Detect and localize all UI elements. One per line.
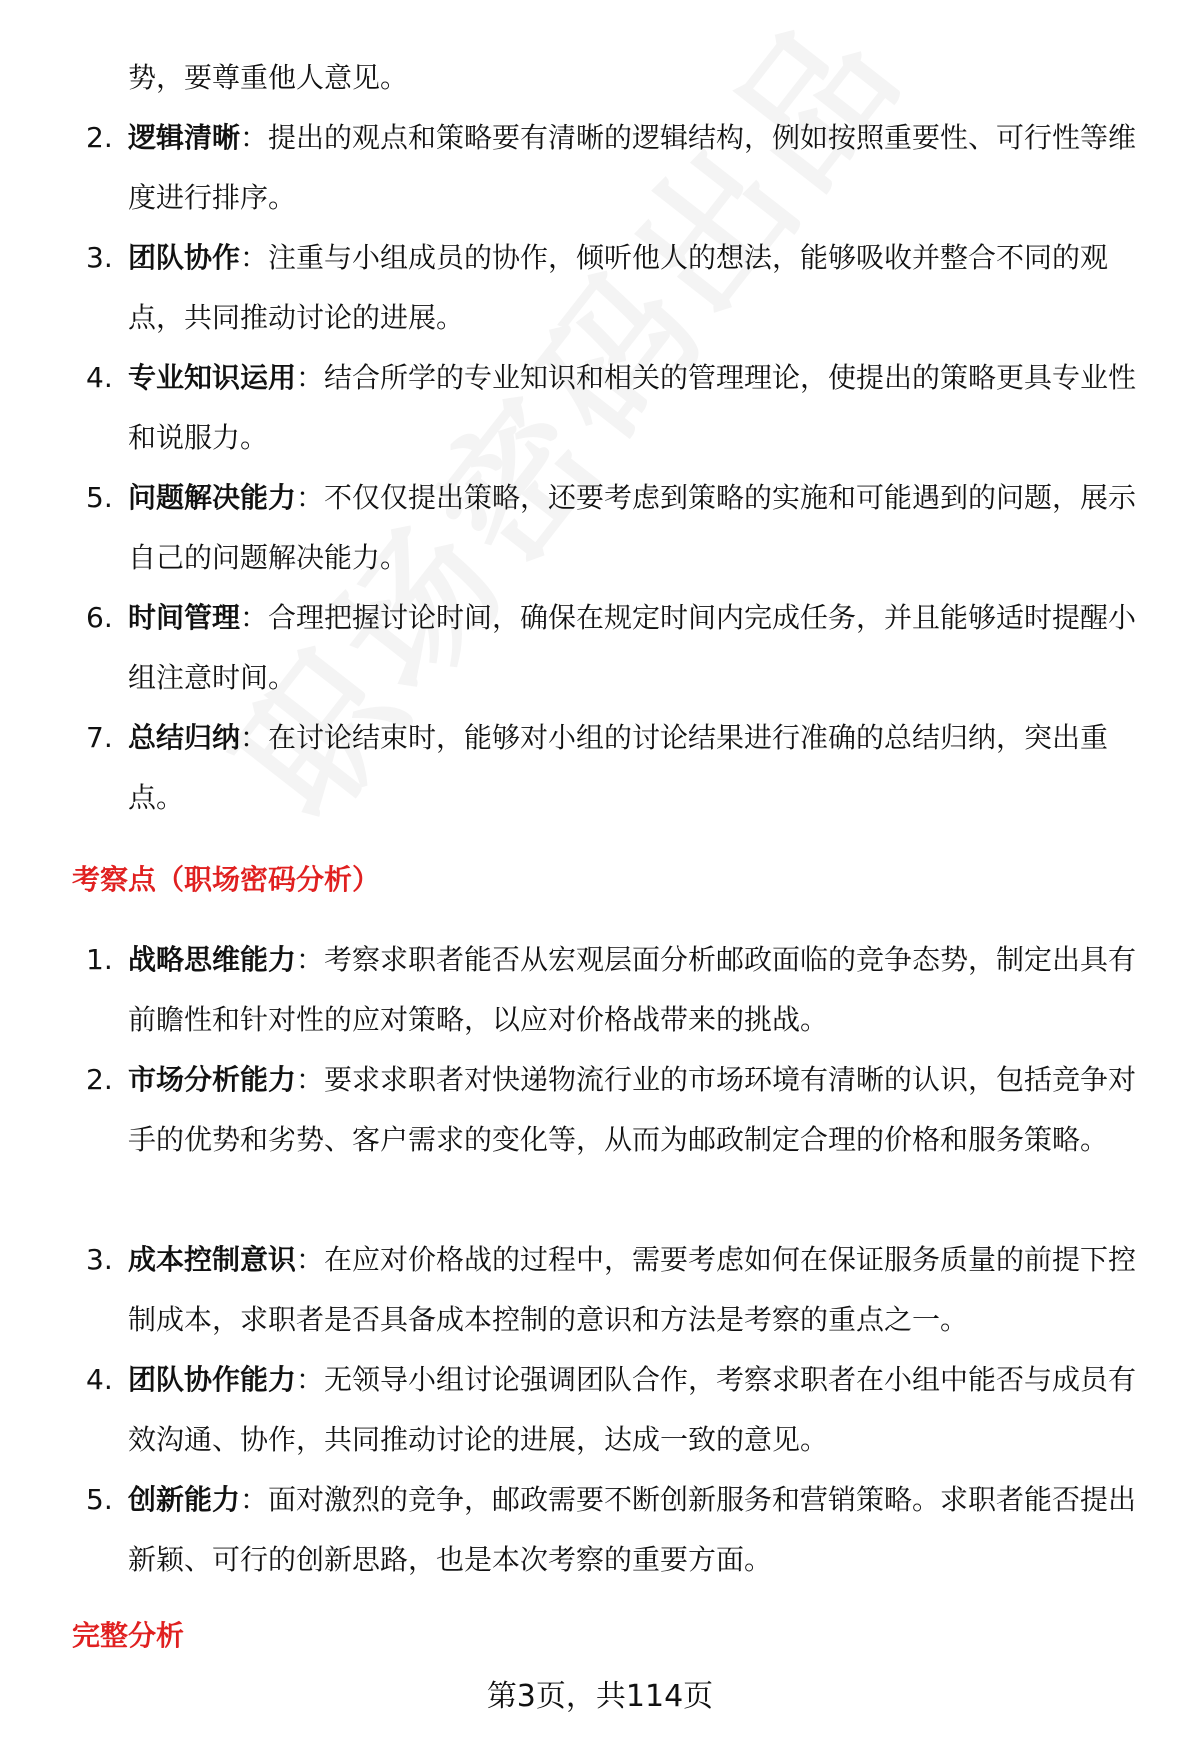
list-item [86, 1050, 1143, 1170]
list-item [86, 108, 1143, 228]
list-item [86, 348, 1143, 468]
list-item [86, 930, 1143, 1050]
list-item [86, 228, 1143, 348]
intro-continuation-text: 势，要尊重他人意见。 [128, 61, 409, 94]
list-item-term: 成本控制意识 [128, 1243, 297, 1276]
list-item-text: ：合理把握讨论时间，确保在规定时间内完成任务，并且能够适时提醒小组注意时间。 [128, 601, 1137, 694]
list-item-number: 7. [86, 721, 113, 754]
list-item [86, 1350, 1143, 1470]
list-item-term: 团队协作 [128, 241, 241, 274]
list-item-text: ：要求求职者对快递物流行业的市场环境有清晰的认识，包括竞争对手的优势和劣势、客户需求的变化等，从而为邮政制定合理的价格和服务策略。 [128, 1063, 1137, 1156]
list-item-text: ：在讨论结束时，能够对小组的讨论结果进行准确的总结归纳，突出重点。 [128, 721, 1109, 814]
list-item-number: 2. [86, 121, 113, 154]
list-item-number: 3. [86, 241, 113, 274]
list-item-term: 市场分析能力 [128, 1063, 297, 1096]
list-item-text: ：不仅仅提出策略，还要考虑到策略的实施和可能遇到的问题，展示自己的问题解决能力。 [128, 481, 1137, 574]
list-item-text: ：提出的观点和策略要有清晰的逻辑结构，例如按照重要性、可行性等维度进行排序。 [128, 121, 1137, 214]
list-item [86, 468, 1143, 588]
list-item-number: 5. [86, 481, 113, 514]
list-item-text: ：无领导小组讨论强调团队合作，考察求职者在小组中能否与成员有效沟通、协作，共同推动讨论的进展，达成一致的意见。 [128, 1363, 1137, 1456]
list-item-number: 3. [86, 1243, 113, 1276]
list-item-term: 总结归纳 [128, 721, 241, 754]
list-item-term: 专业知识运用 [128, 361, 297, 394]
list-item-text: ：注重与小组成员的协作，倾听他人的想法，能够吸收并整合不同的观点，共同推动讨论的进展。 [128, 241, 1109, 334]
list-item-text: ：在应对价格战的过程中，需要考虑如何在保证服务质量的前提下控制成本，求职者是否具备成本控制的意识和方法是考察的重点之一。 [128, 1243, 1137, 1336]
list-item [86, 1230, 1143, 1350]
list-item-number: 6. [86, 601, 113, 634]
section-heading-full-analysis: 完整分析 [72, 1619, 185, 1652]
list-item-number: 5. [86, 1483, 113, 1516]
list-item [86, 1470, 1143, 1590]
list-item-text: ：考察求职者能否从宏观层面分析邮政面临的竞争态势，制定出具有前瞻性和针对性的应对策略，以应对价格战带来的挑战。 [128, 943, 1137, 1036]
list-item [86, 708, 1143, 828]
list-item-term: 时间管理 [128, 601, 241, 634]
list-item-text: ：面对激烈的竞争，邮政需要不断创新服务和营销策略。求职者能否提出新颖、可行的创新思路，也是本次考察的重要方面。 [128, 1483, 1137, 1576]
list-item-term: 问题解决能力 [128, 481, 297, 514]
list-item [86, 588, 1143, 708]
list-item-number: 2. [86, 1063, 113, 1096]
list-item-term: 创新能力 [128, 1483, 241, 1516]
intro-continuation [128, 48, 1143, 108]
section-heading-examine: 考察点（职场密码分析） [72, 863, 381, 896]
list-item-number: 1. [86, 943, 113, 976]
page-number-footer: 第3页，共114页 [486, 1679, 714, 1714]
list-item-number: 4. [86, 361, 113, 394]
list-item-term: 团队协作能力 [128, 1363, 297, 1396]
list-item-number: 4. [86, 1363, 113, 1396]
list-item-term: 逻辑清晰 [128, 121, 241, 154]
list-item-term: 战略思维能力 [128, 943, 297, 976]
list-item-text: ：结合所学的专业知识和相关的管理理论，使提出的策略更具专业性和说服力。 [128, 361, 1137, 454]
